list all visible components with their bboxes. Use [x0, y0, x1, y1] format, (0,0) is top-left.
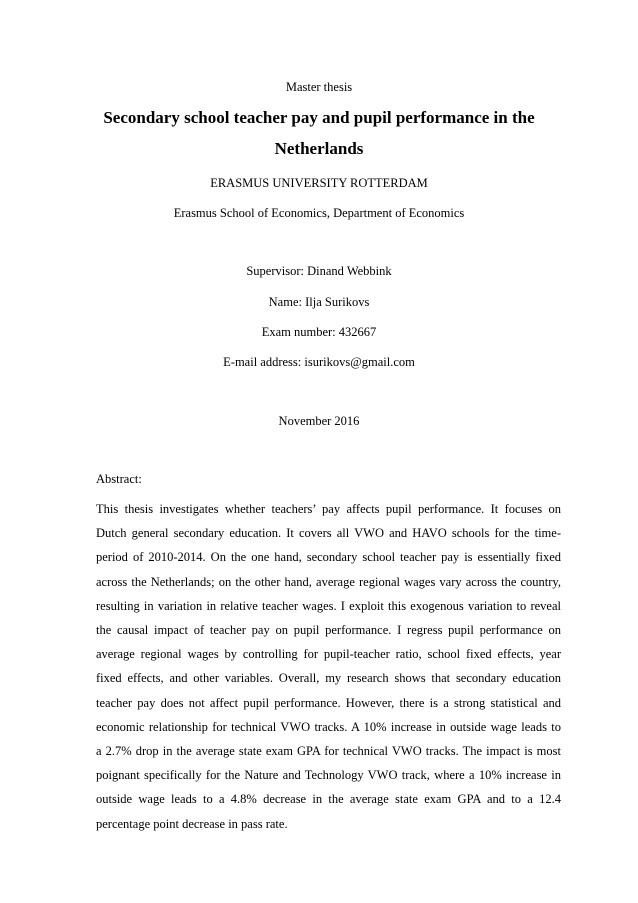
abstract-line: This thesis investigates whether teachers’ pay affects pupil performance. It focuses on [96, 502, 561, 516]
abstract-line: Dutch general secondary education. It covers all VWO and HAVO schools for the time- [96, 526, 561, 541]
title-line-1: Secondary school teacher pay and pupil performance in the [103, 108, 535, 127]
abstract-line: poignant specifically for the Nature and Technology VWO track, where a 10% increase in [96, 768, 561, 783]
email-line: E-mail address: isurikovs@gmail.com [223, 355, 415, 369]
abstract-heading: Abstract: [96, 472, 142, 486]
abstract-line: the causal impact of teacher pay on pupil performance. I regress pupil performance on [96, 623, 561, 637]
exam-number-line: Exam number: 432667 [261, 325, 377, 339]
abstract-line: across the Netherlands; on the other hand, average regional wages vary across the country, [96, 574, 561, 589]
date-line: November 2016 [278, 414, 360, 428]
abstract-line: a 2.7% drop in the average state exam GPA for technical VWO tracks. The impact is most [96, 744, 561, 758]
abstract-line: outside wage leads to a 4.8% decrease in the average state exam GPA and to a 12.4 [96, 792, 561, 807]
author-name-line: Name: Ilja Surikovs [268, 295, 370, 309]
abstract-line: period of 2010-2014. On the one hand, secondary school teacher pay is essentially fixed [96, 550, 561, 565]
abstract-line: fixed effects, and other variables. Overall, my research shows that secondary education [96, 671, 561, 686]
abstract-line: economic relationship for technical VWO tracks. A 10% increase in outside wage leads to [96, 719, 561, 734]
abstract-line: teacher pay does not affect pupil performance. However, there is a strong statistical and [96, 695, 561, 710]
school-department: Erasmus School of Economics, Department of Economics [173, 206, 465, 220]
thesis-type: Master thesis [285, 80, 353, 94]
title-line-2: Netherlands [274, 139, 364, 158]
abstract-line: percentage point decrease in pass rate. [96, 816, 288, 831]
abstract-line: average regional wages by controlling for pupil-teacher ratio, school fixed effects, year [96, 647, 561, 662]
abstract-line: resulting in variation in relative teacher wages. I exploit this exogenous variation to reveal [96, 598, 561, 613]
university-name: ERASMUS UNIVERSITY ROTTERDAM [210, 176, 428, 190]
supervisor-line: Supervisor: Dinand Webbink [246, 264, 392, 278]
